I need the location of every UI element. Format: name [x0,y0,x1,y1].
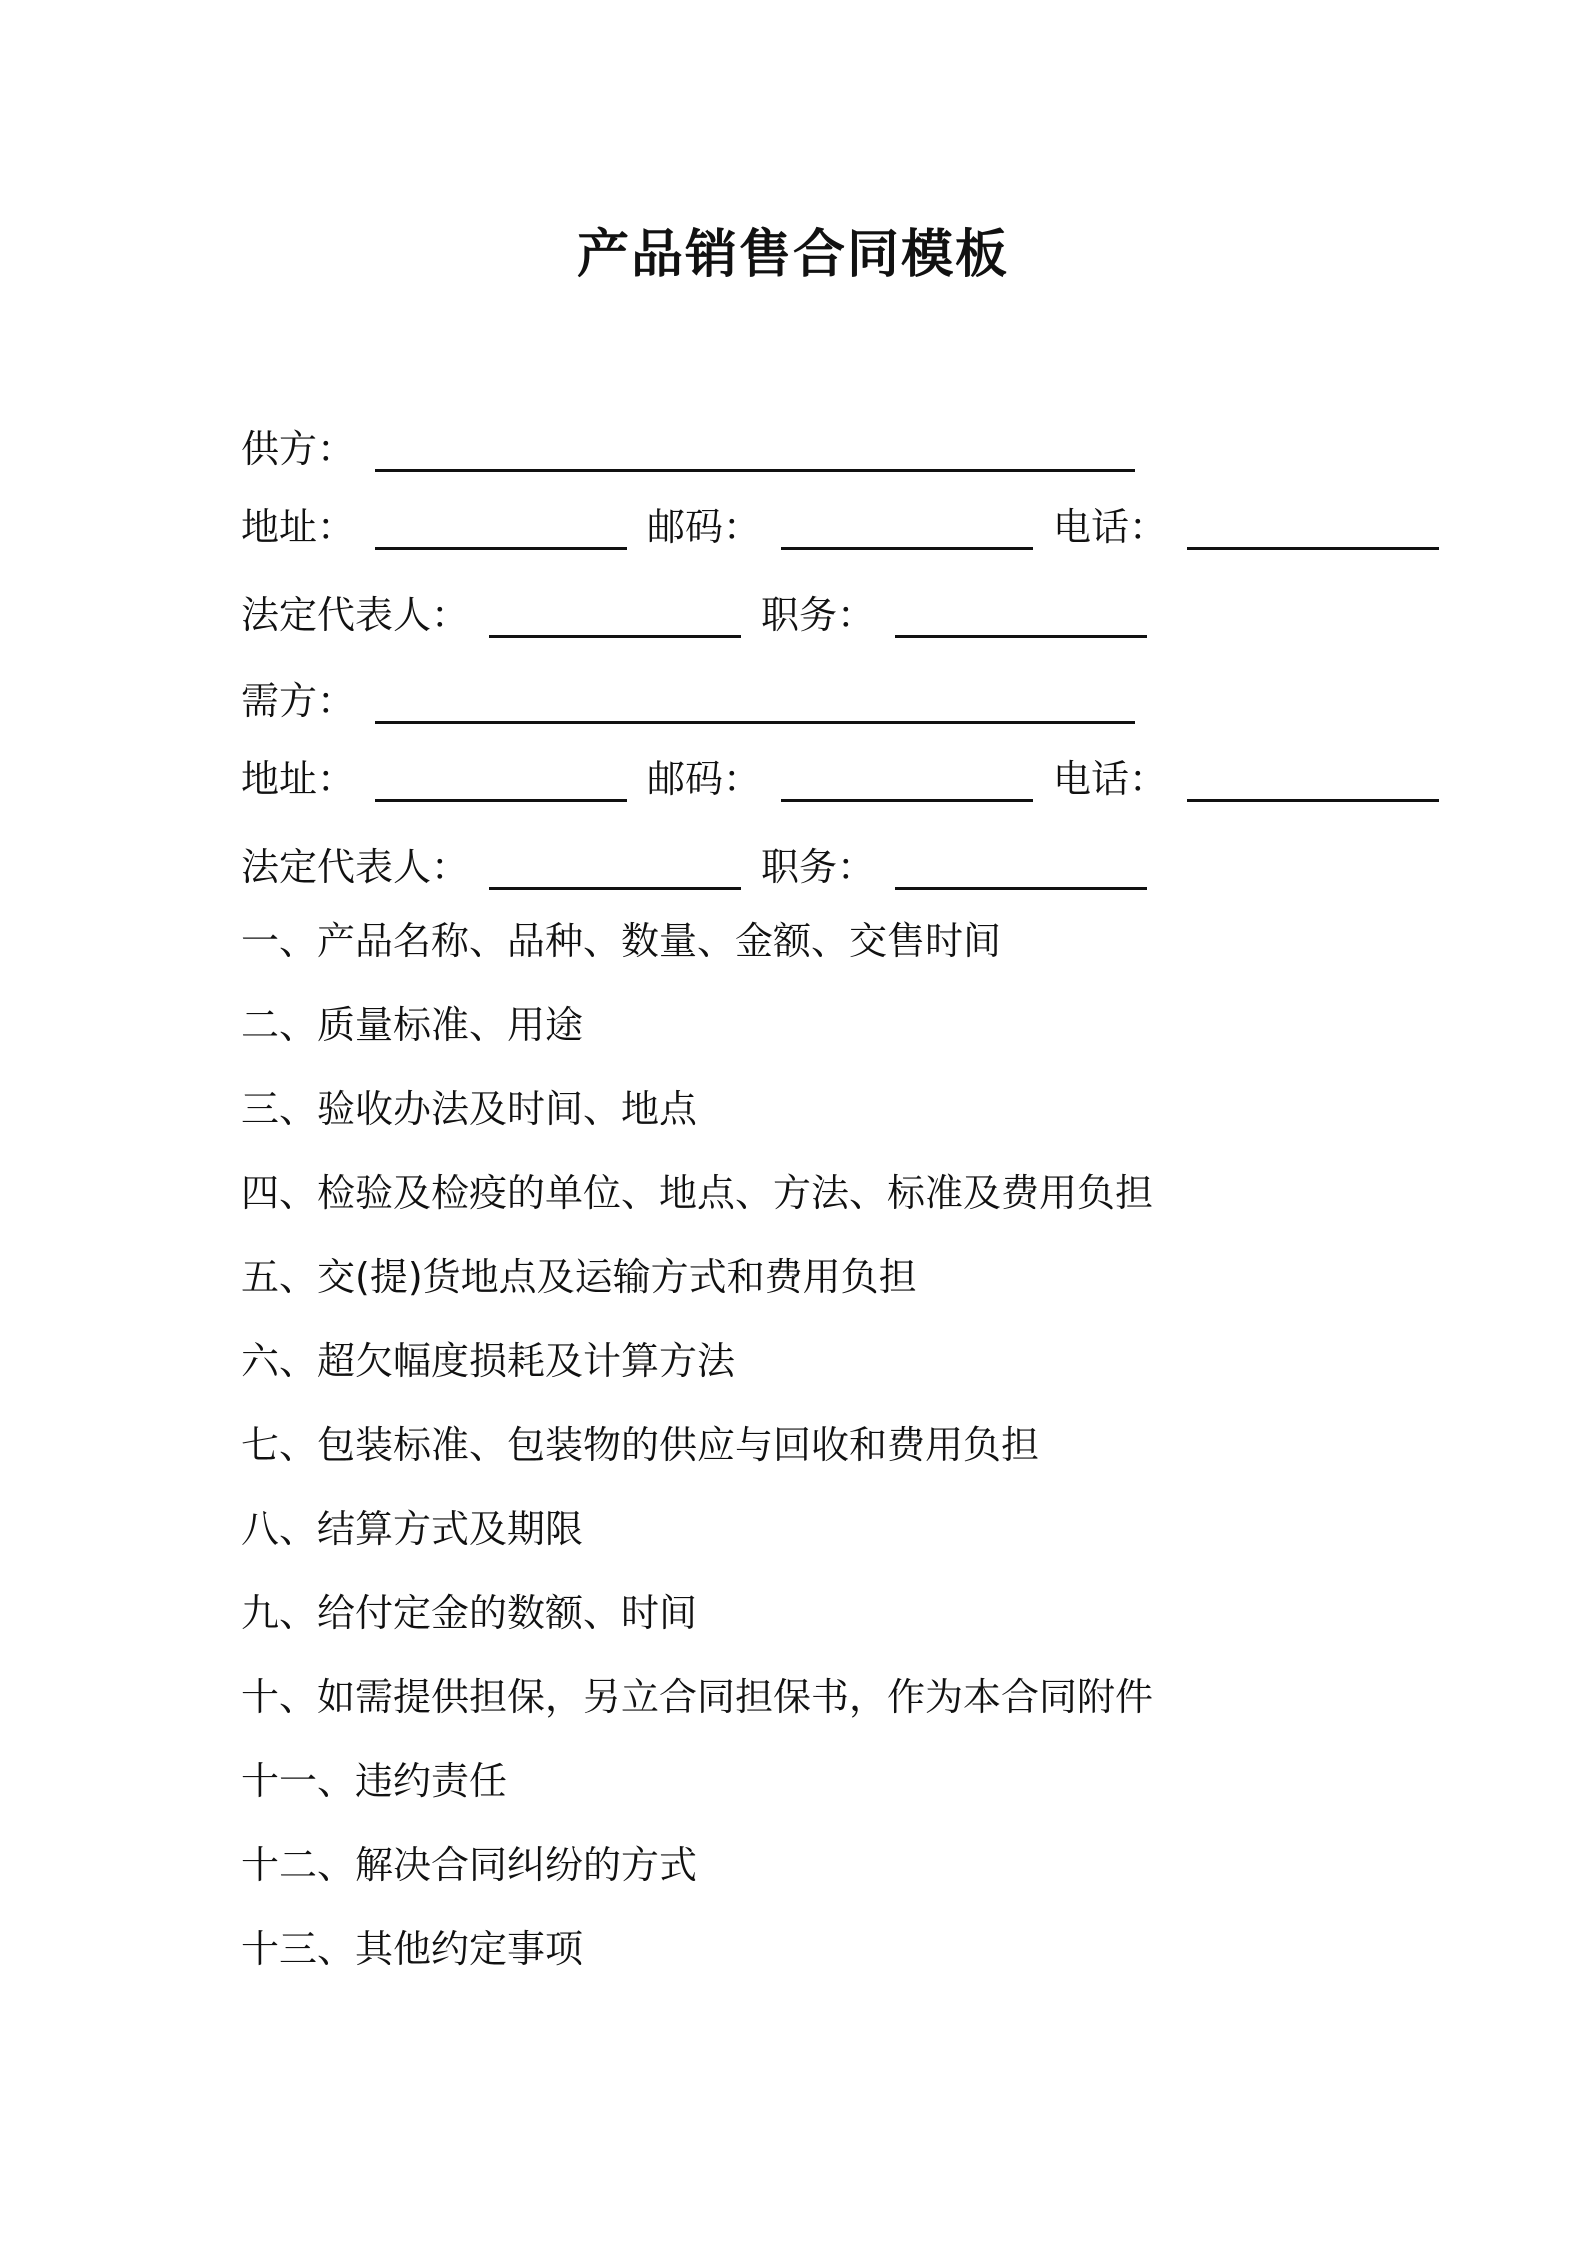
buyer-party-field [241,678,1135,724]
supplier-postcode-field [647,504,1033,550]
supplier-legal-rep-blank[interactable] [489,592,741,638]
supplier-address-label: 地址： [241,505,356,549]
supplier-postcode-blank[interactable] [781,504,1033,550]
supplier-phone-field [1053,504,1439,550]
clause-item: 七、包装标准、包装物的供应与回收和费用负担 [241,1423,1040,1467]
supplier-address-field [241,504,627,550]
clause-item: 四、检验及检疫的单位、地点、方法、标准及费用负担 [241,1171,1154,1215]
buyer-phone-field [1053,756,1439,802]
buyer-postcode-field [647,756,1033,802]
supplier-phone-blank[interactable] [1187,504,1439,550]
supplier-party-field [241,426,1135,472]
buyer-legal-rep-label: 法定代表人： [241,845,470,889]
buyer-position-blank[interactable] [895,844,1147,890]
supplier-address-blank[interactable] [375,504,627,550]
clause-item: 三、验收办法及时间、地点 [241,1087,698,1131]
buyer-party-label: 需方： [241,679,356,723]
buyer-party-row [241,664,1135,724]
buyer-address-label: 地址： [241,757,356,801]
supplier-position-field [761,592,1147,638]
buyer-address-blank[interactable] [375,756,627,802]
document-title: 产品销售合同模板 [576,225,1009,285]
supplier-legal-rep-field [241,592,741,638]
buyer-rep-row [241,830,1147,890]
supplier-position-blank[interactable] [895,592,1147,638]
supplier-party-blank[interactable] [375,426,1135,472]
buyer-legal-rep-blank[interactable] [489,844,741,890]
supplier-position-label: 职务： [761,593,876,637]
supplier-postcode-label: 邮码： [647,505,762,549]
buyer-postcode-blank[interactable] [781,756,1033,802]
buyer-address-field [241,756,627,802]
buyer-party-blank[interactable] [375,678,1135,724]
supplier-legal-rep-label: 法定代表人： [241,593,470,637]
supplier-party-row [241,412,1135,472]
clause-item: 十一、违约责任 [241,1759,508,1803]
buyer-contact-row [241,742,1439,802]
supplier-party-label: 供方： [241,427,356,471]
clause-item: 十、如需提供担保，另立合同担保书，作为本合同附件 [241,1675,1154,1719]
clause-item: 五、交(提)货地点及运输方式和费用负担 [241,1255,917,1299]
clause-item: 二、质量标准、用途 [241,1003,584,1047]
buyer-position-field [761,844,1147,890]
clause-item: 六、超欠幅度损耗及计算方法 [241,1339,736,1383]
supplier-rep-row [241,578,1147,638]
clause-item: 十二、解决合同纠纷的方式 [241,1843,698,1887]
buyer-position-label: 职务： [761,845,876,889]
buyer-phone-blank[interactable] [1187,756,1439,802]
clause-item: 九、给付定金的数额、时间 [241,1591,698,1635]
supplier-contact-row [241,490,1439,550]
supplier-phone-label: 电话： [1053,505,1168,549]
clause-item: 十三、其他约定事项 [241,1927,584,1971]
buyer-legal-rep-field [241,844,741,890]
clause-item: 八、结算方式及期限 [241,1507,584,1551]
clause-item: 一、产品名称、品种、数量、金额、交售时间 [241,919,1002,963]
buyer-postcode-label: 邮码： [647,757,762,801]
buyer-phone-label: 电话： [1053,757,1168,801]
